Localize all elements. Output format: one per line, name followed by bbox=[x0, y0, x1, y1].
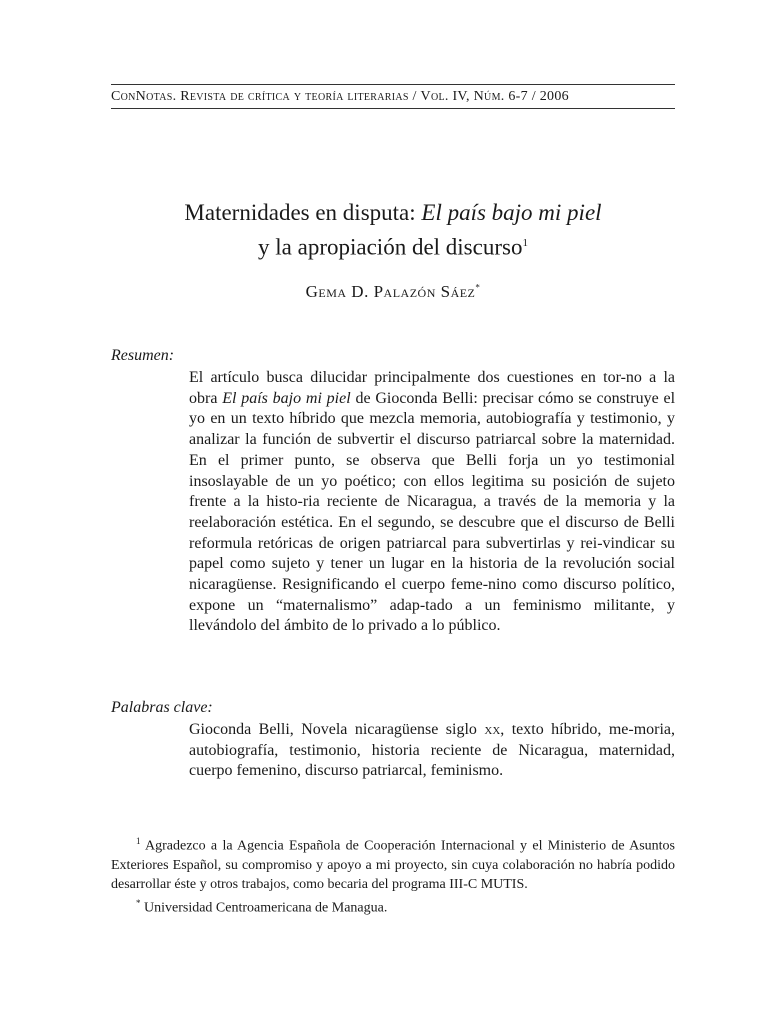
keywords-century: xx bbox=[484, 721, 501, 738]
author-mark: * bbox=[475, 282, 481, 293]
title-italic-work: El país bajo mi piel bbox=[421, 200, 602, 225]
keywords-text bbox=[189, 720, 675, 782]
footnote-2 bbox=[111, 894, 675, 918]
keywords-label: Palabras clave: bbox=[111, 699, 213, 716]
keywords-text-part-2: , texto híbrido, me-moria, autobiografía, testimonio, historia reciente de Nicaragua, maternidad, cuerpo femenino, discurso patriarcal, feminismo. bbox=[189, 721, 676, 780]
abstract-text-part-1: El artículo busca dilucidar principalmente dos cuestiones en tor-no a la obra bbox=[189, 369, 675, 407]
article-title bbox=[111, 197, 675, 263]
footnote-1-text-part-1: Agradezco a la Agencia Española de Cooperación Internacional y el Ministerio de Asuntos Exteriores Español, su compromiso y apoyo a mi proyecto, sin cuya colaboración no habría podido desarrollar éste y otros trabajos, como becaria del programa bbox=[111, 838, 675, 892]
header-separator: / bbox=[408, 89, 421, 104]
footnote-2-mark: * bbox=[136, 897, 141, 908]
title-footnote-mark: 1 bbox=[522, 237, 528, 249]
keywords-text-part-1: Gioconda Belli, Novela nicaragüense siglo bbox=[189, 721, 485, 738]
article-author bbox=[111, 282, 675, 302]
author-name: Gema D. Palazón Sáez bbox=[305, 282, 476, 301]
footnote-1-program: III-C MUTIS bbox=[449, 876, 525, 892]
header-separator: / bbox=[527, 89, 540, 104]
abstract-italic-work: El país bajo mi piel bbox=[222, 389, 351, 407]
footnote-1-text-part-2: . bbox=[524, 876, 528, 892]
abstract-text-part-2: de Gioconda Belli: precisar cómo se construye el yo en un texto híbrido que mezcla memoria, autobiografía y testimonio, y analizar la función de subvertir el discurso patriarcal sobre la maternidad. En el primer punto, se observa que Belli forja un yo testimonial insoslayable de un yo poético; con ellos legitima su posición de sujeto frente a la histo-ria reciente de Nicaragua, a través de la memoria y la reelaboración estética. En el segundo, se descubre que el discurso de Belli reformula retóricas de origen patriarcal para subvertirlas y rei-vindicar su papel como sujeto y tener un lugar en la historia de la revolución social nicaragüense. Resignificando el cuerpo feme-nino como discurso político, expone un “maternalismo” adap-tado a un feminismo militante, y llevándolo del ámbito de lo privado a lo público. bbox=[189, 389, 676, 635]
abstract-text bbox=[189, 368, 675, 637]
footnote-1-mark: 1 bbox=[136, 836, 141, 846]
journal-volume: Vol. IV, Núm. 6-7 bbox=[420, 89, 528, 104]
footnote-2-text: Universidad Centroamericana de Managua. bbox=[140, 900, 388, 916]
footnotes bbox=[111, 832, 675, 917]
footnote-1 bbox=[111, 832, 675, 894]
journal-name: ConNotas. Revista de crítica y teoría literarias bbox=[111, 89, 409, 104]
journal-year: 2006 bbox=[539, 89, 569, 104]
title-part-1: Maternidades en disputa: bbox=[184, 200, 422, 225]
abstract-label: Resumen: bbox=[111, 347, 175, 364]
running-header bbox=[111, 84, 675, 109]
title-part-2: y la apropiación del discurso bbox=[258, 234, 523, 260]
